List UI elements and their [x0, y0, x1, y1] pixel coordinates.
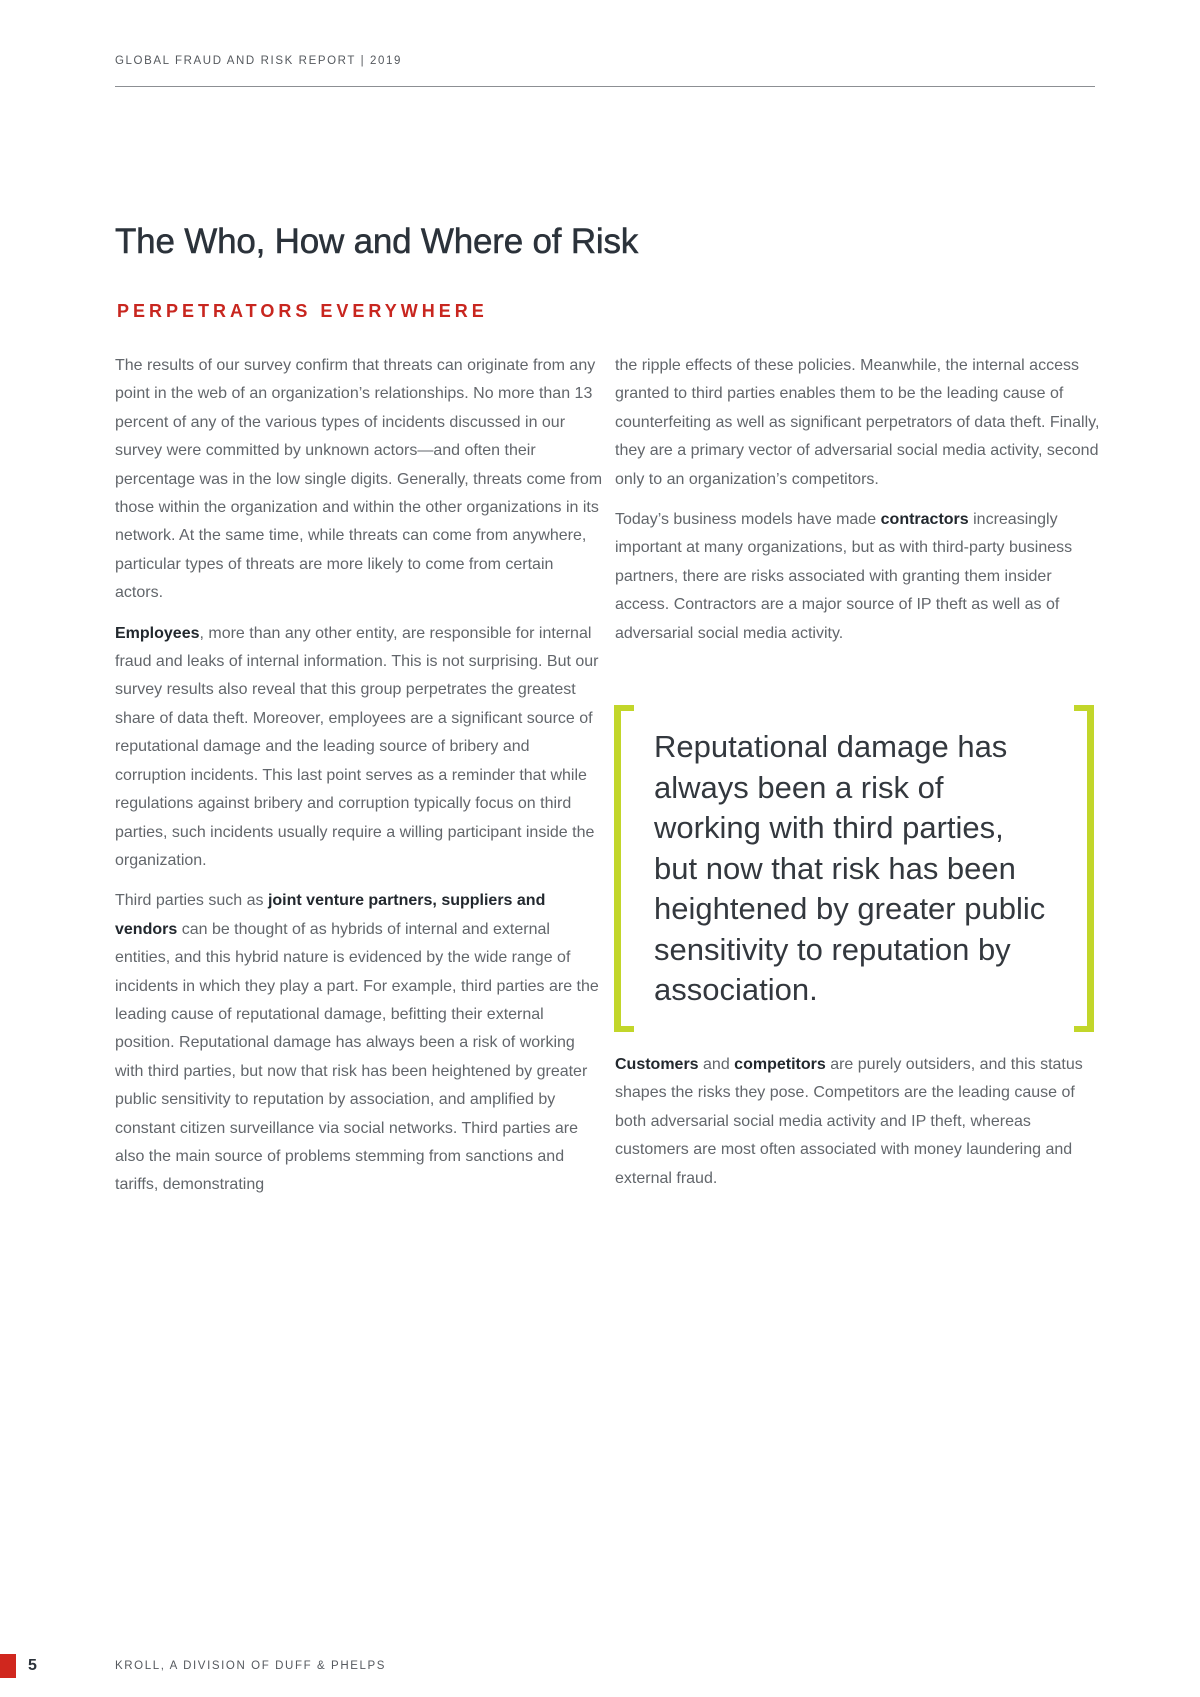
third-parties-lead: Third parties such as	[115, 892, 268, 910]
pull-quote-text: Reputational damage has always been a risk of working with third parties, but now that risk has been heightened by greater public sensitivity to reputation by association.	[654, 729, 1046, 1007]
contractors-text: increasingly important at many organizations, but as with third-party business partners, there are risks associated with granting them insider access. Contractors are a major source of IP theft as well as of adversarial social media activity.	[615, 511, 1073, 642]
page-title: The Who, How and Where of Risk	[115, 222, 639, 261]
footer-accent-bar	[0, 1654, 16, 1678]
page-number: 5	[28, 1657, 37, 1674]
customers-text: are purely outsiders, and this status shapes the risks they pose. Competitors are the leading cause of both adversarial social media activity and IP theft, whereas customers are most often associated with money laundering and external fraud.	[615, 1056, 1083, 1187]
contractors-lead: Today’s business models have made	[615, 511, 881, 529]
paragraph-employees	[115, 620, 605, 876]
employees-term: Employees	[115, 624, 200, 642]
paragraph-customers	[615, 1051, 1105, 1193]
pull-quote	[614, 705, 1094, 1032]
quote-bracket-left	[614, 705, 634, 1032]
third-parties-term: joint venture partners, suppliers and vendors	[115, 892, 546, 938]
quote-bracket-right	[1074, 705, 1094, 1032]
left-column	[115, 352, 605, 1212]
paragraph-intro-text: The results of our survey confirm that threats can originate from any point in the web of an organization’s relationships. No more than 13 percent of any of the various types of incidents discussed in our survey were committed by unknown actors—and often their percentage was in the low single digits. Generally, threats come from those within the organization and within the other organizations in its network. At the same time, while threats can come from anywhere, particular types of threats are more likely to come from certain actors.	[115, 357, 603, 602]
paragraph-ripple	[615, 352, 1105, 494]
contractors-term: contractors	[880, 511, 969, 529]
customers-and: and	[698, 1056, 735, 1073]
competitors-term: competitors	[734, 1056, 826, 1073]
employees-text: , more than any other entity, are responsible for internal fraud and leaks of internal information. This is not surprising. But our survey results also reveal that this group perpetrates the greatest share of data theft. Moreover, employees are a significant source of reputational damage and the leading source of bribery and corruption incidents. This last point serves as a reminder that while regulations against bribery and corruption typically focus on third parties, such incidents usually require a willing participant inside the organization.	[115, 624, 599, 869]
paragraph-contractors	[615, 506, 1105, 648]
header-divider	[115, 86, 1095, 87]
ripple-text: the ripple effects of these policies. Meanwhile, the internal access granted to third parties enables them to be the leading cause of counterfeiting as well as significant perpetrators of data theft. Finally, they are a primary vector of adversarial social media activity, second only to an organization’s competitors.	[615, 357, 1100, 488]
running-header: GLOBAL FRAUD AND RISK REPORT | 2019	[115, 55, 402, 67]
paragraph-third-parties	[115, 887, 605, 1199]
footer-publisher: KROLL, A DIVISION OF DUFF & PHELPS	[115, 1660, 387, 1672]
third-parties-text: can be thought of as hybrids of internal and external entities, and this hybrid nature is evidenced by the wide range of incidents in which they play a part. For example, third parties are the leading cause of reputational damage, befitting their external position. Reputational damage has always been a risk of working with third parties, but now that risk has been heightened by greater public sensitivity to reputation by association, and amplified by constant citizen surveillance via social networks. Third parties are also the main source of problems stemming from sanctions and tariffs, demonstrating	[115, 920, 599, 1194]
section-subtitle: PERPETRATORS EVERYWHERE	[117, 301, 488, 321]
paragraph-intro	[115, 352, 605, 608]
customers-term: Customers	[615, 1056, 699, 1073]
